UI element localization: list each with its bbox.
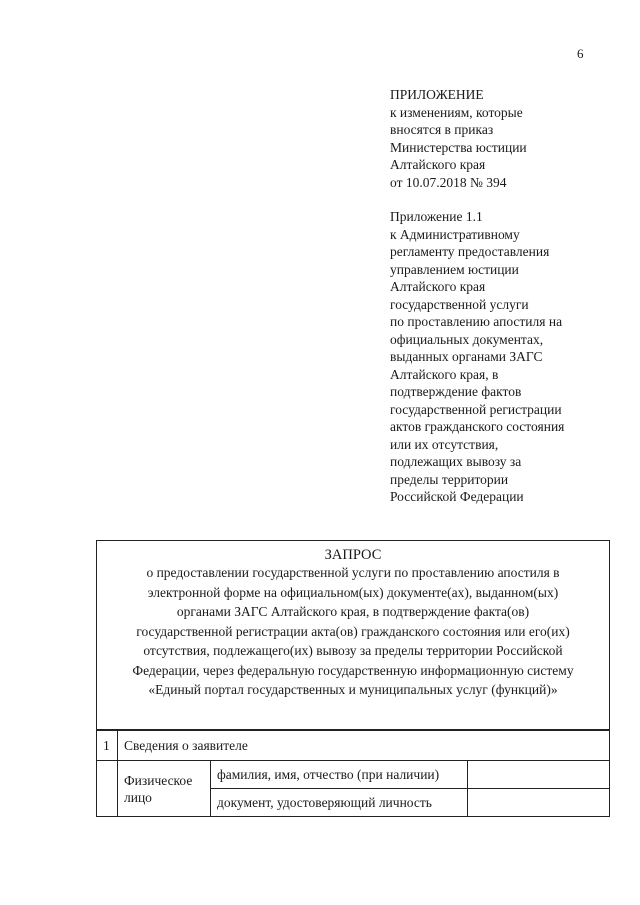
section-title: Сведения о заявителе <box>118 731 610 761</box>
annex-line: от 10.07.2018 № 394 <box>390 174 507 190</box>
identity-document-field[interactable] <box>468 789 610 817</box>
request-line: о предоставлении государственной услуги по проставлению апостиля в <box>146 565 560 580</box>
annex-line: государственной услуги <box>390 296 529 312</box>
annex-line: Министерства юстиции <box>390 139 527 155</box>
annex-line: подтверждение фактов <box>390 384 522 399</box>
field-label-identity-document: документ, удостоверяющий личность <box>211 789 468 817</box>
annex-line: актов гражданского состояния <box>390 419 565 434</box>
subject-line: Физическое <box>124 772 193 788</box>
annex-line: Приложение 1.1 <box>390 209 483 224</box>
annex-line: подлежащих вывозу за <box>390 454 522 469</box>
annex-line: Российской Федерации <box>390 489 524 504</box>
request-line: отсутствия, подлежащего(их) вывозу за пределы территории Российской <box>143 643 563 658</box>
request-header-box <box>96 540 610 730</box>
annex-line: выданных органами ЗАГС <box>390 349 543 364</box>
annex-line: вносятся в приказ <box>390 122 494 137</box>
annex-line: к Административному <box>390 226 520 242</box>
subject-line: лицо <box>124 789 152 805</box>
full-name-field[interactable] <box>468 761 610 789</box>
request-title: ЗАПРОС <box>324 547 382 563</box>
request-description <box>97 563 609 700</box>
request-line: «Единый портал государственных и муниципальных услуг (функций)» <box>148 682 558 697</box>
annex-header <box>390 86 630 506</box>
section-number: 1 <box>97 731 118 761</box>
annex-line: регламенту предоставления <box>390 244 550 259</box>
annex-line: официальных документах, <box>390 331 544 347</box>
request-line: Федерации, через федеральную государственную информационную систему <box>132 662 574 678</box>
field-label-full-name: фамилия, имя, отчество (при наличии) <box>211 761 468 789</box>
table-row <box>97 731 610 761</box>
annex-line: пределы территории <box>390 471 509 487</box>
annex-line: или их отсутствия, <box>390 436 499 452</box>
annex-line: по проставлению апостиля на <box>390 314 563 329</box>
request-line: государственной регистрации акта(ов) гражданского состояния или его(их) <box>136 623 570 639</box>
annex-line: управлением юстиции <box>390 261 519 277</box>
page-number: 6 <box>577 46 584 61</box>
subject-cell <box>118 761 211 817</box>
request-line: органами ЗАГС Алтайского края, в подтверждение факта(ов) <box>176 604 530 619</box>
annex-line: к изменениям, которые <box>390 104 523 120</box>
annex-line: государственной регистрации <box>390 401 562 417</box>
annex-line: Алтайского края, в <box>390 366 499 382</box>
table-row <box>97 761 610 789</box>
annex-line: Алтайского края <box>390 279 486 294</box>
request-line: электронной форме на официальном(ых) документе(ах), выданном(ых) <box>147 584 559 600</box>
annex-line: ПРИЛОЖЕНИЕ <box>390 87 484 102</box>
annex-line: Алтайского края <box>390 157 486 172</box>
number-cell-empty <box>97 761 118 817</box>
annex-spacer <box>390 191 630 208</box>
applicant-table <box>96 730 610 817</box>
